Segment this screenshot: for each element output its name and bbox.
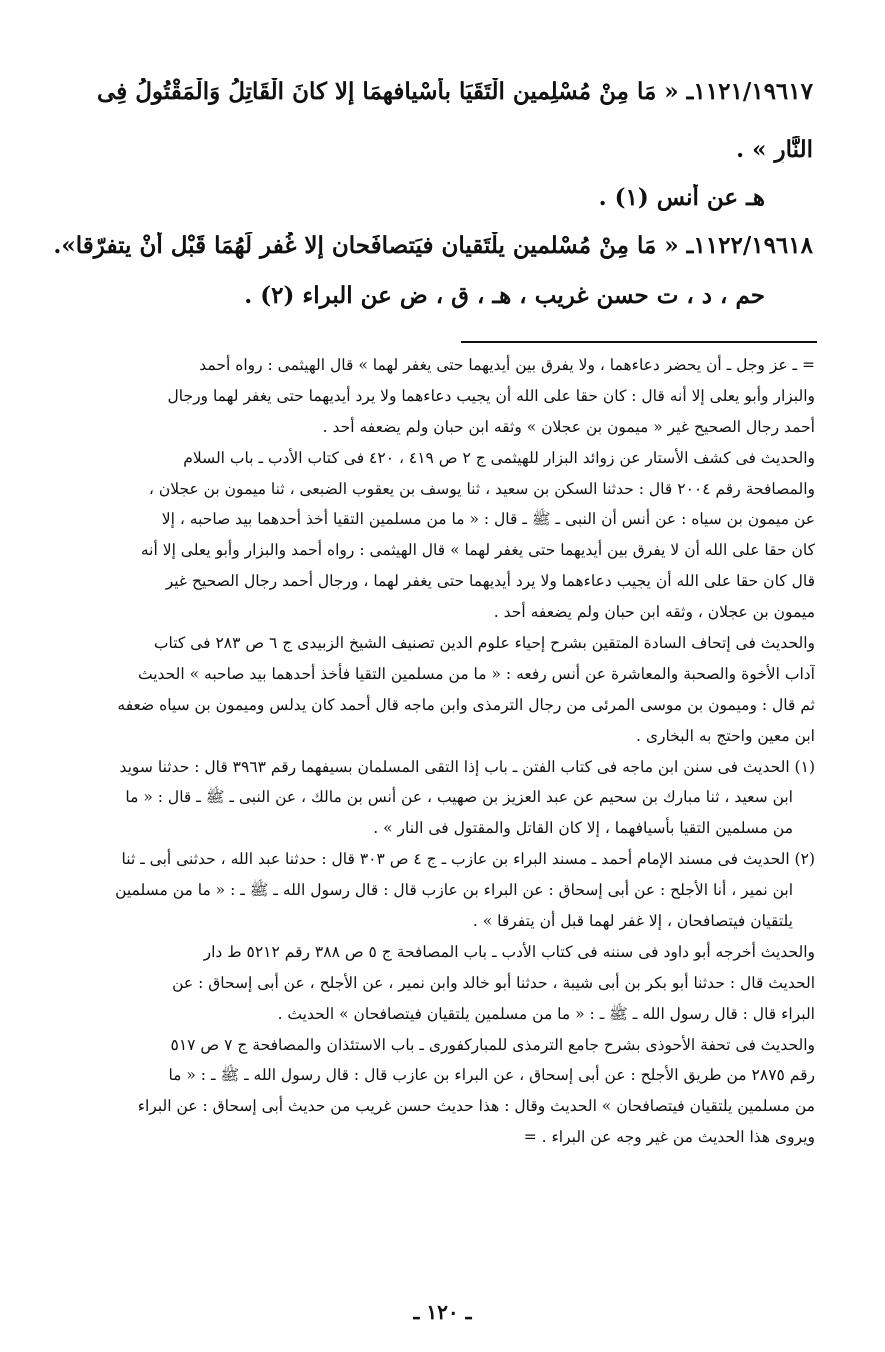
footnote-line: والحديث فى كشف الأستار عن زوائد البزار للهيثمى ج ٢ ص ٤١٩ ، ٤٢٠ فى كتاب الأدب ـ باب السلام [183,448,815,467]
hadith-1121-line-1: ١١٢١/١٩٦١٧ـ « مَا مِنْ مُسْلِمين الْتَقَيَا بأَسْيافهمَا إلا كانَ الْقَاتِلُ وَالْمَقْتُولُ فِى [97,78,813,105]
footnote-line: عن ميمون بن سياه : عن أنس أن النبى ـ ﷺ ـ قال : « ما من مسلمين التقيا أخذ أحدهما بيد صاحبه ، إلا [161,510,815,529]
footnotes [45,350,815,1153]
page-number: ـ ١٢٠ ـ [413,1300,472,1324]
footnote-line: آداب الأخوة والصحبة والمعاشرة عن أنس رفعه : « ما من مسلمين التقيا فأخذ أحدهما بيد صاحبه » الحديث [137,664,815,683]
footnote-line: رقم ٢٨٧٥ من طريق الأجلح : عن أبى إسحاق ، عن البراء بن عازب قال : قال رسول الله ـ ﷺ ـ : « ما [168,1066,815,1085]
footnote-line: = ـ عز وجل ـ أن يحضر دعاءهما ، ولا يفرق بين أيديهما حتى يغفر لهما » قال الهيثمى : رواه أحمد [199,356,815,374]
footnote-line: ابن معين واحتج به البخارى . [636,726,815,745]
footnote-separator [461,341,817,343]
hadith-1121-source: هـ عن أنس (١) . [598,184,765,211]
footnote-line: الحديث قال : حدثنا أبو بكر بن أبى شيبة ، حدثنا أبو خالد وابن نمير ، عن الأجلح ، عن أبى إسحاق : عن [172,973,815,992]
footnote-line: والحديث فى تحفة الأحوذى بشرح جامع الترمذى للمباركفورى ـ باب الاستئذان والمصافحة ج ٧ ص ٥١٧ [170,1035,815,1054]
footnote-line: ميمون بن عجلان ، وثقه ابن حبان ولم يضعفه أحد . [493,603,815,622]
footnote-line: (٢) الحديث فى مسند الإمام أحمد ـ مسند البراء بن عازب ـ ج ٤ ص ٣٠٣ قال : حدثنا عبد الله ، حدثنى أبى ـ ثنا [121,850,815,869]
footnote-line: من مسلمين التقيا بأسيافهما ، إلا كان القاتل والمقتول فى النار » . [373,819,793,838]
hadith-1121-line-2: النَّارِ » . [736,136,813,163]
footnote-line: يلتقيان فيتصافحان ، إلا غفر لهما قبل أن يتفرقا » . [472,912,793,931]
footnote-line: من مسلمين يلتقيان فيتصافحان » الحديث وقال : هذا حديث حسن غريب من حديث أبى إسحاق : عن البراء [137,1097,815,1116]
footnote-line: (١) الحديث فى سنن ابن ماجه فى كتاب الفتن ـ باب إذا التقى المسلمان بسيفهما رقم ٣٩٦٣ قال : حدثنا سويد [119,757,815,776]
hadith-1122-source: حم ، د ، ت حسن غريب ، هـ ، ق ، ض عن البراء (٢) . [244,282,765,309]
footnote-line: كان حقا على الله أن لا يفرق بين أيديهما حتى يغفر لهما » قال الهيثمى : رواه أحمد والبزار وأبو يعلى إلا أنه [140,541,815,560]
footnote-line: والحديث فى إتحاف السادة المتقين بشرح إحياء علوم الدين تصنيف الشيخ الزبيدى ج ٦ ص ٢٨٣ فى كتاب [153,634,815,653]
footnote-line: أحمد رجال الصحيح غير « ميمون بن عجلان » وثقه ابن حبان ولم يضعفه أحد . [322,417,815,436]
footnote-line: قال كان حقا على الله أن يجيب دعاءهما ولا يرد أيديهما حتى يغفر لهما ، ورجال أحمد رجال الصحيح غير [165,572,815,591]
footnote-line: ابن نمير ، أنا الأجلح : عن أبى إسحاق : عن البراء بن عازب قال : قال رسول الله ـ ﷺ ـ : « ما من مسلمين [115,881,793,900]
footnote-line: والمصافحة رقم ٢٠٠٤ قال : حدثنا السكن بن سعيد ، ثنا يوسف بن يعقوب الضبعى ، ثنا ميمون بن عجلان ، [148,479,815,498]
footnote-line: البراء قال : قال رسول الله ـ ﷺ ـ : « ما من مسلمين يلتقيان فيتصافحان » الحديث . [277,1004,815,1023]
hadith-1122-text: ١١٢٢/١٩٦١٨ـ « مَا مِنْ مُسْلمين يلْتَقيان فيَتصافَحان إلا غُفر لَهُمَا قَبْل أنْ يتفرّقا». [53,232,813,259]
footnote-line: ابن سعيد ، ثنا مبارك بن سحيم عن عبد العزيز بن صهيب ، عن أنس بن مالك ، عن النبى ـ ﷺ ـ قال : « ما [125,788,793,807]
footnote-line: والحديث أخرجه أبو داود فى سننه فى كتاب الأدب ـ باب المصافحة ج ٥ ص ٣٨٨ رقم ٥٢١٢ ط دار [203,942,815,961]
footnote-line: ويروى هذا الحديث من غير وجه عن البراء . = [523,1128,815,1147]
footnote-line: والبزار وأبو يعلى إلا أنه قال : كان حقا على الله أن يجيب دعاءهما ولا يرد أيديهما حتى يغفر لهما ورجال [167,386,815,405]
footnote-line: ثم قال : وميمون بن موسى المرئى من رجال الترمذى وابن ماجه قال أحمد كان يدلس وميمون بن سياه ضعفه [117,695,815,714]
